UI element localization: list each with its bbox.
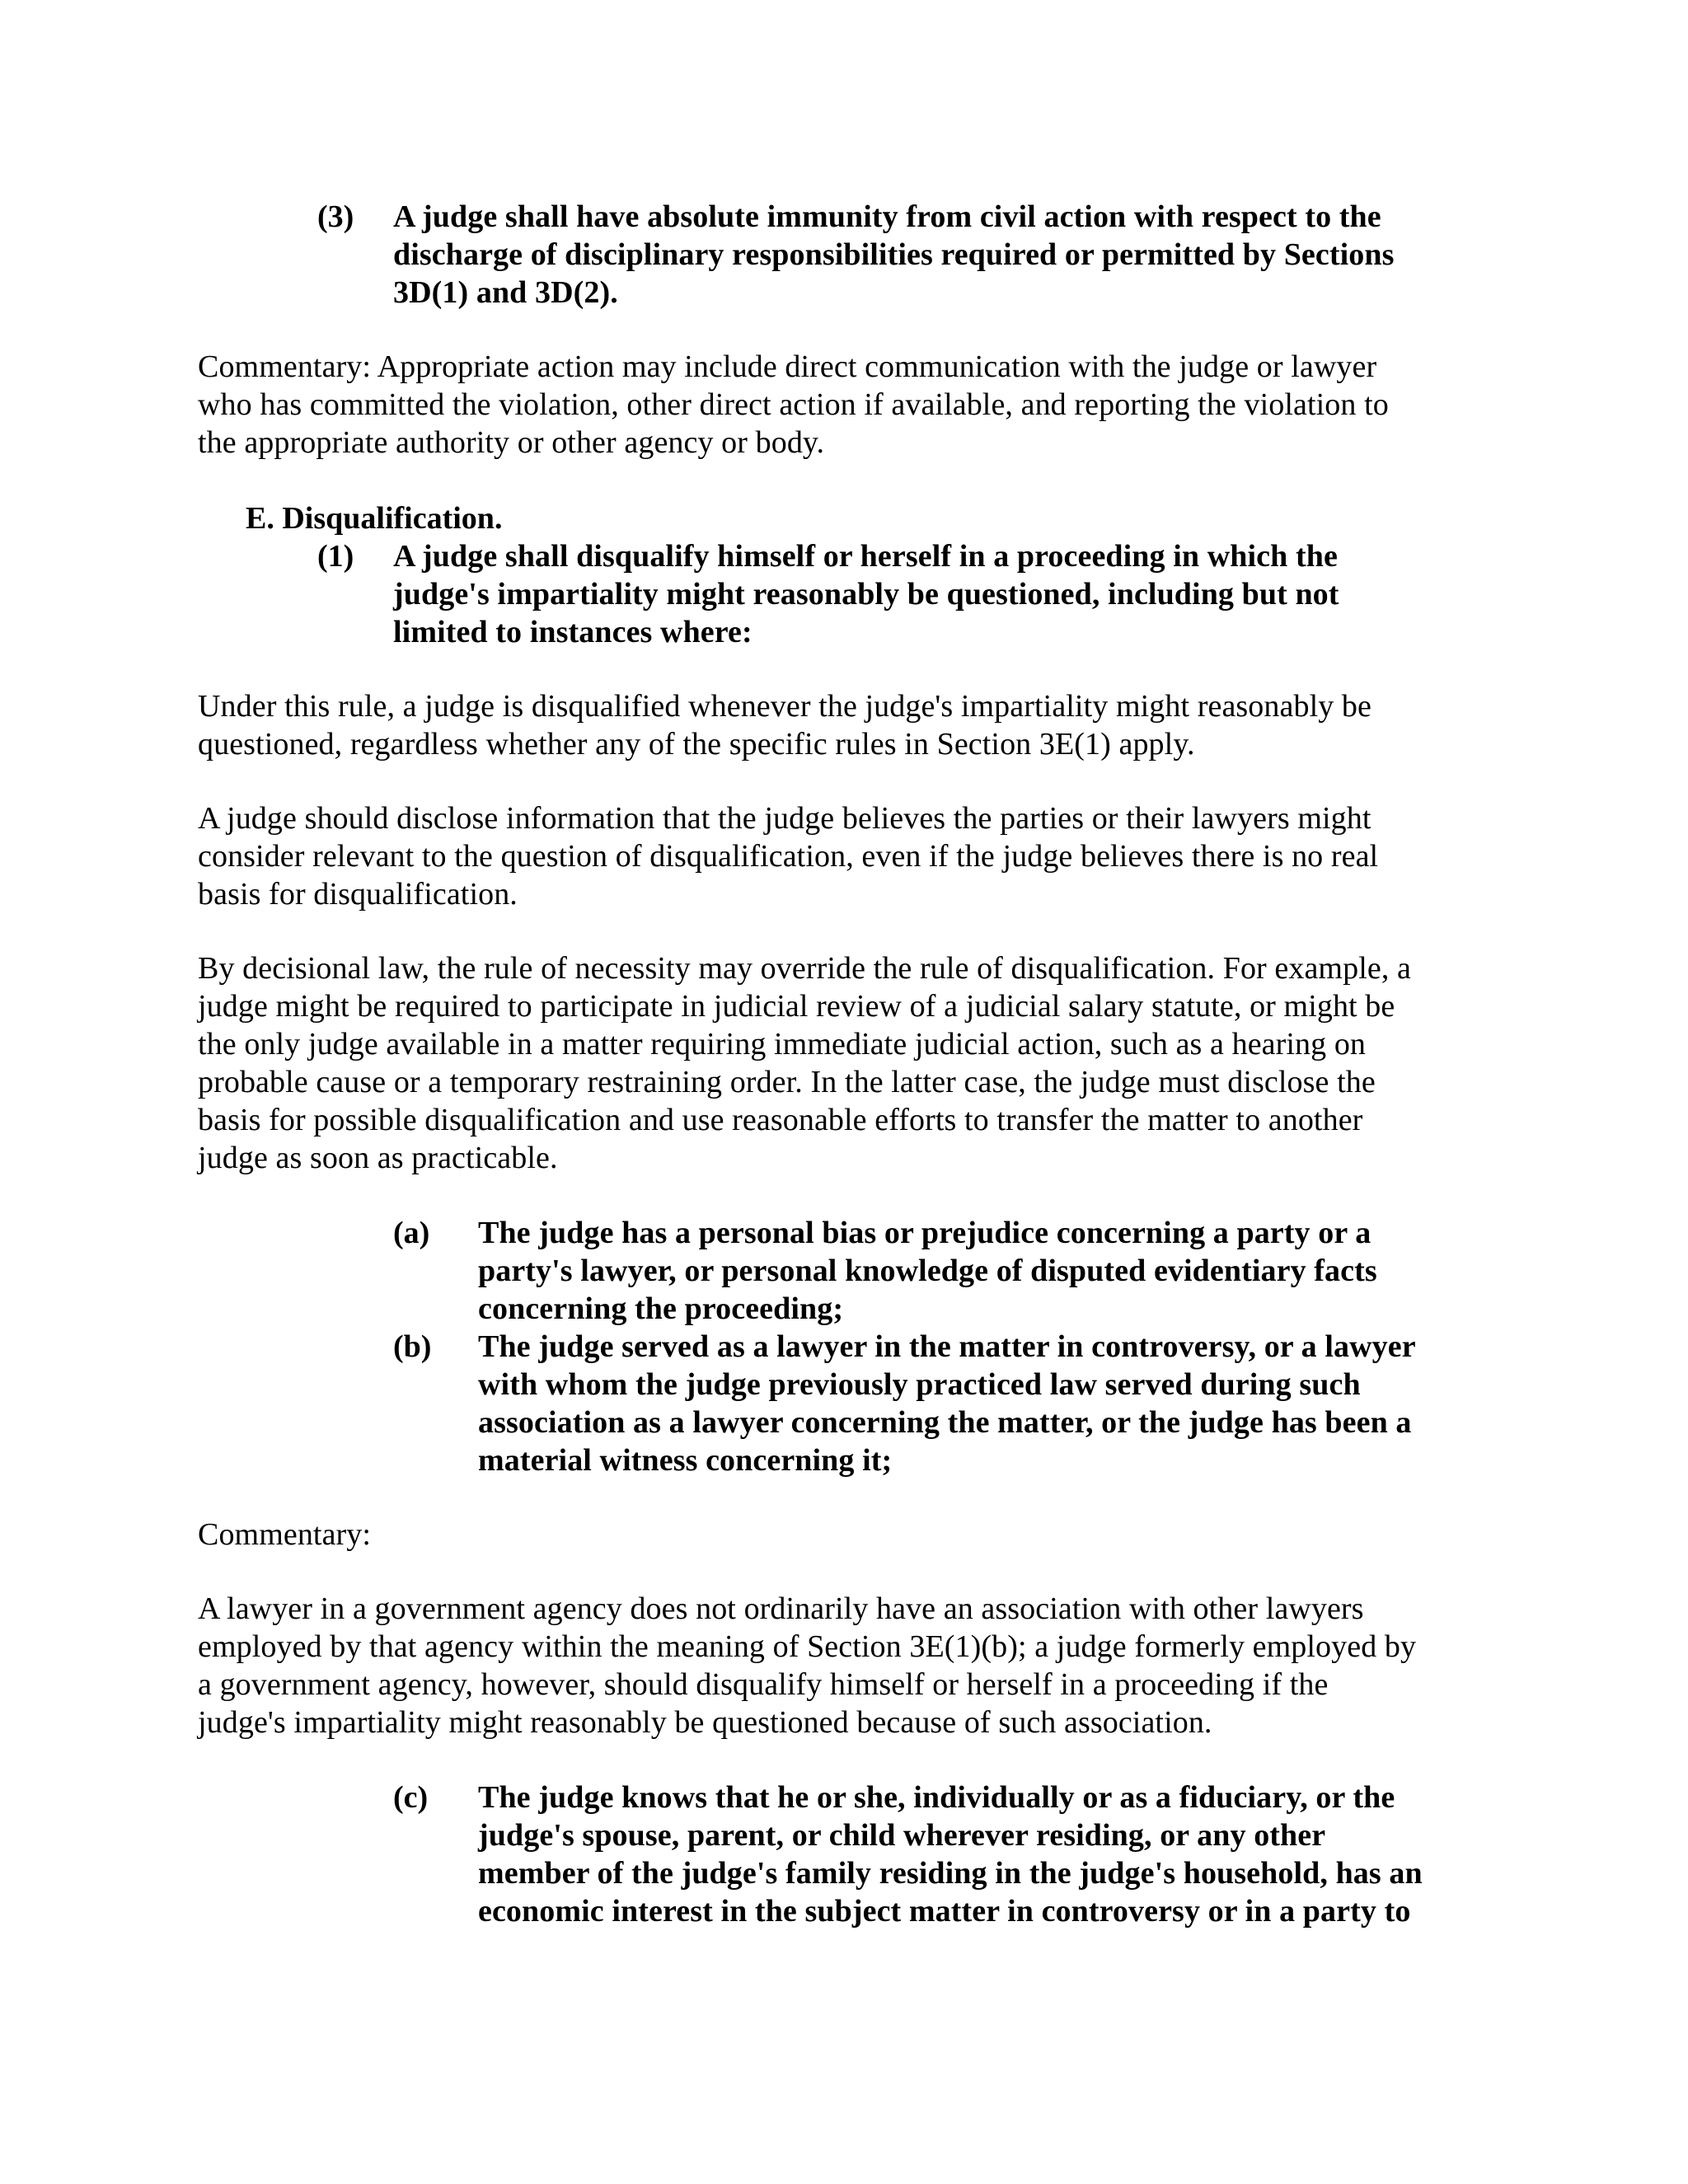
item-3-line-3: 3D(1) and 3D(2).: [393, 275, 618, 310]
necessity-line-3: the only judge available in a matter requiring immediate judicial action, such as a hearing on: [198, 1027, 1367, 1062]
sub-c-line-3: member of the judge's family residing in the judge's household, has an: [478, 1856, 1423, 1891]
sub-c-line-1: The judge knows that he or she, individually or as a fiduciary, or the: [478, 1780, 1395, 1815]
sub-a-line-1: The judge has a personal bias or prejudice concerning a party or a: [478, 1216, 1372, 1250]
sub-b-line-1: The judge served as a lawyer in the matter in controversy, or a lawyer: [478, 1329, 1416, 1364]
section-e-heading: E. Disqualification.: [246, 501, 503, 536]
sub-a-line-3: concerning the proceeding;: [478, 1291, 844, 1326]
item-1-number: (1): [317, 539, 354, 574]
commentary-2-label: Commentary:: [198, 1517, 372, 1552]
item-1-line-3: limited to instances where:: [393, 615, 753, 649]
sub-b-letter: (b): [393, 1329, 432, 1364]
sub-c-line-4: economic interest in the subject matter in controversy or in a party to: [478, 1894, 1411, 1929]
item-3-number: (3): [317, 199, 354, 234]
necessity-line-2: judge might be required to participate in judicial review of a judicial salary statute, or might be: [198, 989, 1395, 1024]
necessity-line-5: basis for possible disqualification and use reasonable efforts to transfer the matter to another: [198, 1103, 1363, 1137]
government-line-4: judge's impartiality might reasonably be questioned because of such association.: [198, 1705, 1212, 1740]
sub-b-line-2: with whom the judge previously practiced law served during such: [478, 1367, 1361, 1402]
sub-c-line-2: judge's spouse, parent, or child wherever residing, or any other: [478, 1818, 1326, 1853]
sub-b-line-4: material witness concerning it;: [478, 1443, 893, 1478]
government-line-3: a government agency, however, should disqualify himself or herself in a proceeding if the: [198, 1667, 1329, 1702]
disclose-line-3: basis for disqualification.: [198, 877, 518, 912]
item-1-line-2: judge's impartiality might reasonably be questioned, including but not: [393, 577, 1339, 612]
necessity-line-6: judge as soon as practicable.: [198, 1141, 558, 1175]
item-3-line-1: A judge shall have absolute immunity from civil action with respect to the: [393, 199, 1381, 234]
commentary-1-line-3: the appropriate authority or other agency or body.: [198, 425, 825, 460]
commentary-1-line-1: Commentary: Appropriate action may include direct communication with the judge or lawyer: [198, 349, 1377, 384]
government-line-2: employed by that agency within the meaning of Section 3E(1)(b); a judge formerly employed by: [198, 1629, 1417, 1664]
sub-a-letter: (a): [393, 1216, 430, 1250]
government-line-1: A lawyer in a government agency does not ordinarily have an association with other lawyers: [198, 1591, 1364, 1626]
sub-a-line-2: party's lawyer, or personal knowledge of disputed evidentiary facts: [478, 1254, 1377, 1288]
disclose-line-2: consider relevant to the question of disqualification, even if the judge believes there is no real: [198, 839, 1379, 874]
rule-line-1: Under this rule, a judge is disqualified whenever the judge's impartiality might reasonably be: [198, 689, 1372, 724]
sub-b-line-3: association as a lawyer concerning the matter, or the judge has been a: [478, 1405, 1412, 1440]
rule-line-2: questioned, regardless whether any of the specific rules in Section 3E(1) apply.: [198, 727, 1195, 762]
item-3-line-2: discharge of disciplinary responsibilities required or permitted by Sections: [393, 237, 1395, 272]
commentary-1-line-2: who has committed the violation, other direct action if available, and reporting the violation to: [198, 387, 1389, 422]
sub-c-letter: (c): [393, 1780, 429, 1815]
disclose-line-1: A judge should disclose information that the judge believes the parties or their lawyers might: [198, 801, 1372, 836]
necessity-line-1: By decisional law, the rule of necessity may override the rule of disqualification. For example, a: [198, 951, 1411, 986]
item-1-line-1: A judge shall disqualify himself or herself in a proceeding in which the: [393, 539, 1338, 574]
necessity-line-4: probable cause or a temporary restraining order. In the latter case, the judge must disclose the: [198, 1065, 1376, 1099]
